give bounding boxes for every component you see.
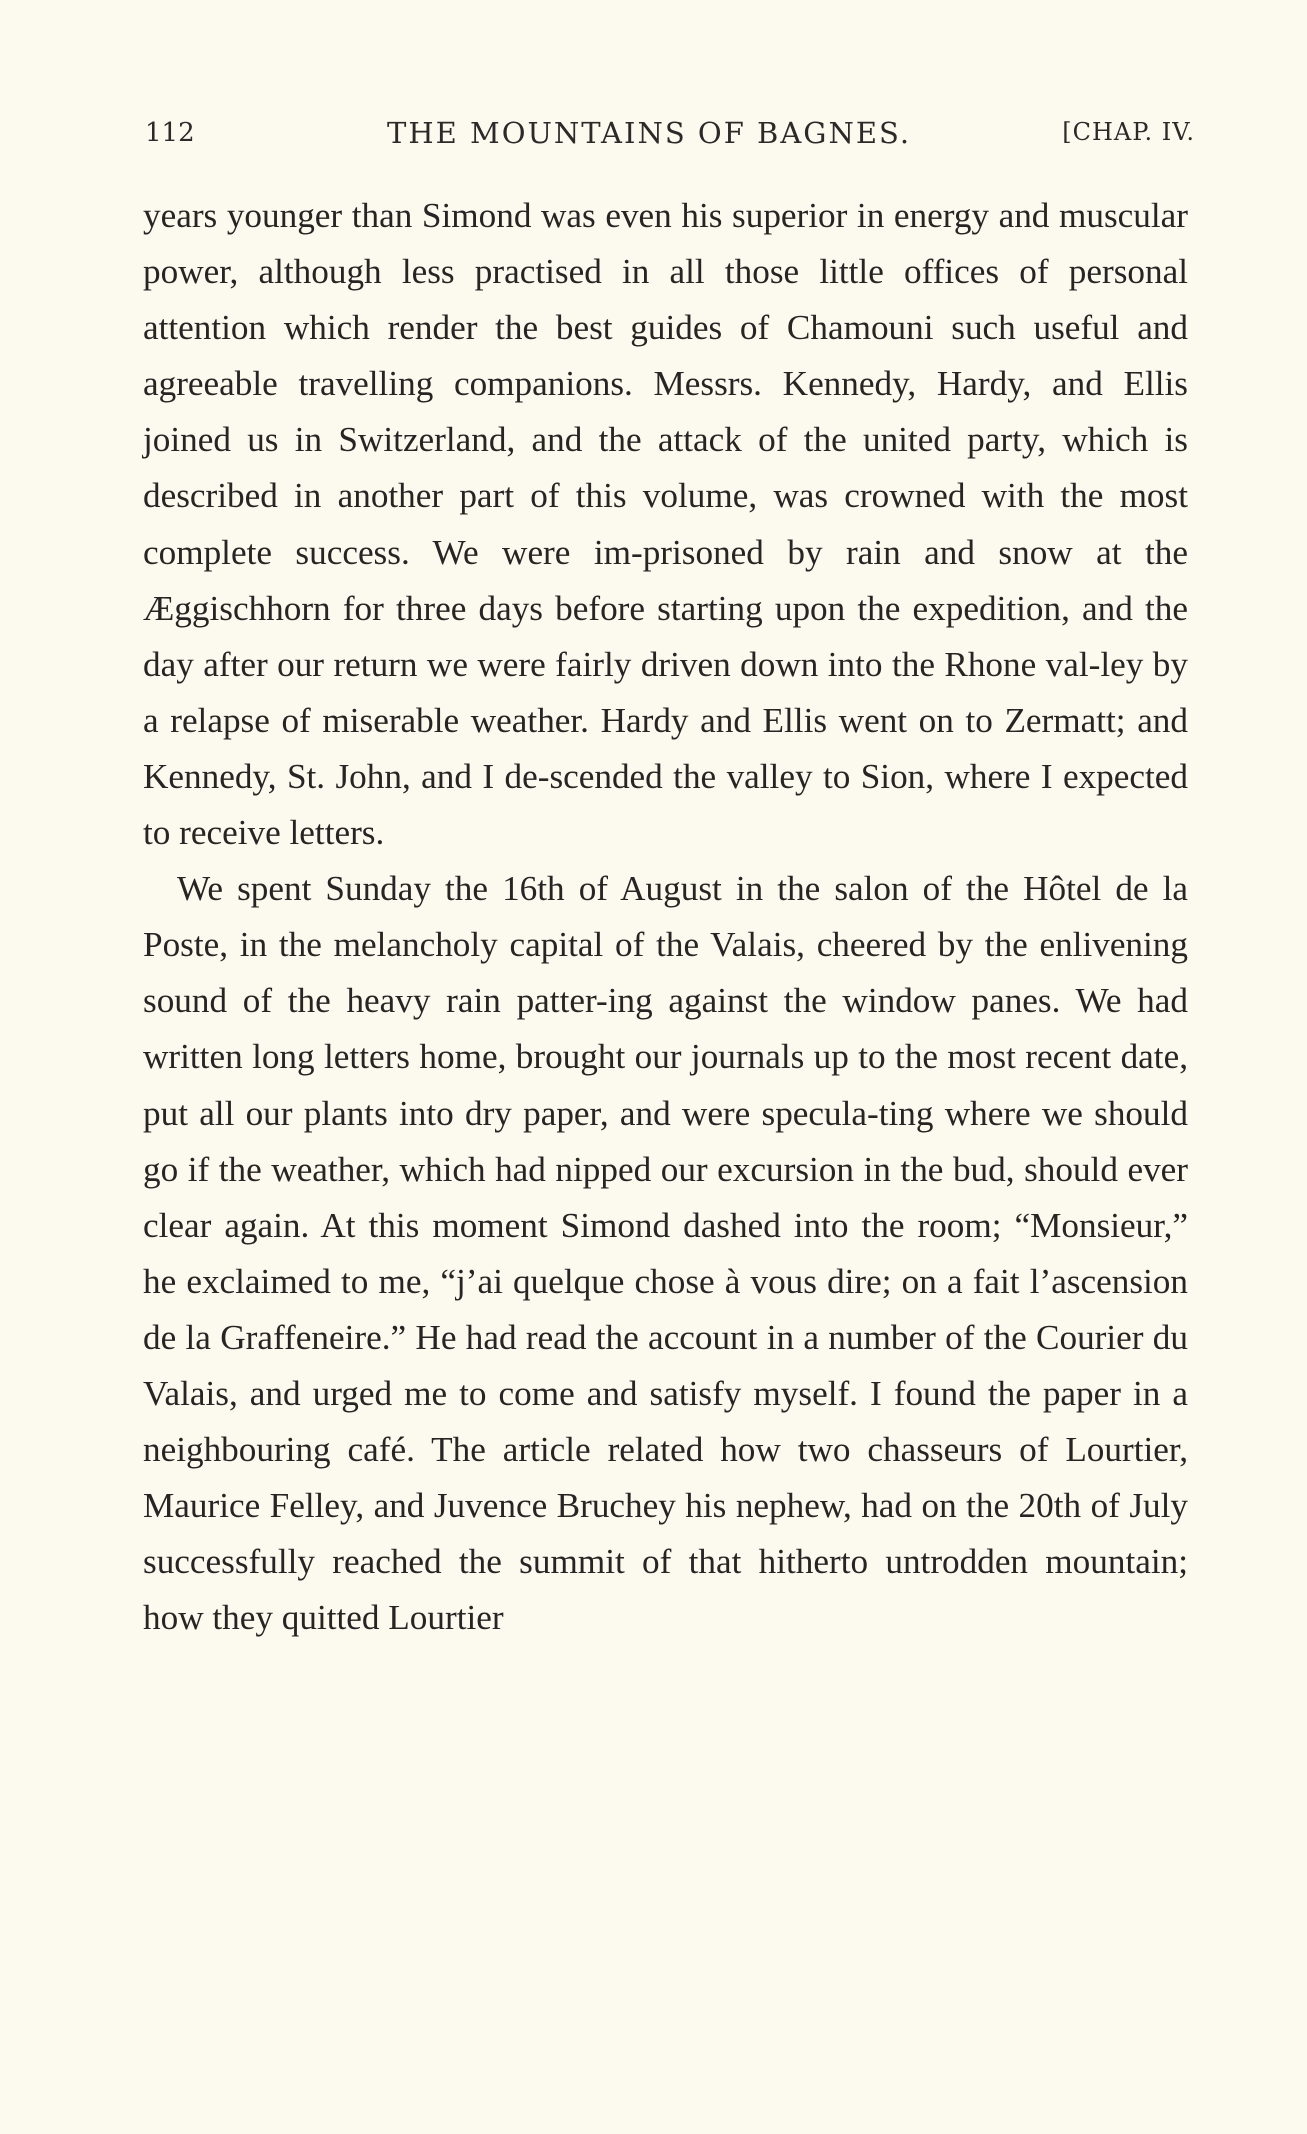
running-head: [145, 112, 1195, 162]
paragraph-1: years younger than Simond was even his superior in energy and muscular power, although less practised in all those little offices of personal attention which render the best guides of Chamouni such useful and agreeable travelling companions. Messrs. Kennedy, Hardy, and Ellis joined us in Switzerland, and the attack of the united party, which is described in another part of this volume, was crowned with the most complete success. We were im-prisoned by rain and snow at the Æggischhorn for three days before starting upon the expedition, and the day after our return we were fairly driven down into the Rhone val-ley by a relapse of miserable weather. Hardy and Ellis went on to Zermatt; and Kennedy, St. John, and I de-scended the valley to Sion, where I expected to receive letters.: [143, 196, 1188, 853]
paragraph-2: We spent Sunday the 16th of August in the salon of the Hôtel de la Poste, in the melancholy capital of the Valais, cheered by the enlivening sound of the heavy rain patter-ing against the window panes. We had written long letters home, brought our journals up to the most recent date, put all our plants into dry paper, and were specula-ting where we should go if the weather, which had nipped our excursion in the bud, should ever clear again. At this moment Simond dashed into the room; “Monsieur,” he exclaimed to me, “j’ai quelque chose à vous dire; on a fait l’ascension de la Graffeneire.” He had read the account in a number of the Courier du Valais, and urged me to come and satisfy myself. I found the paper in a neighbouring café. The article related how two chasseurs of Lourtier, Maurice Felley, and Juvence Bruchey his nephew, had on the 20th of July successfully reached the summit of that hitherto untrodden mountain; how they quitted Lourtier: [143, 869, 1188, 1638]
chapter-reference: [CHAP. IV.: [1062, 118, 1195, 146]
body-text: [143, 188, 1188, 1646]
running-title: THE MOUNTAINS OF BAGNES.: [387, 116, 912, 150]
page-number: 112: [145, 118, 195, 148]
